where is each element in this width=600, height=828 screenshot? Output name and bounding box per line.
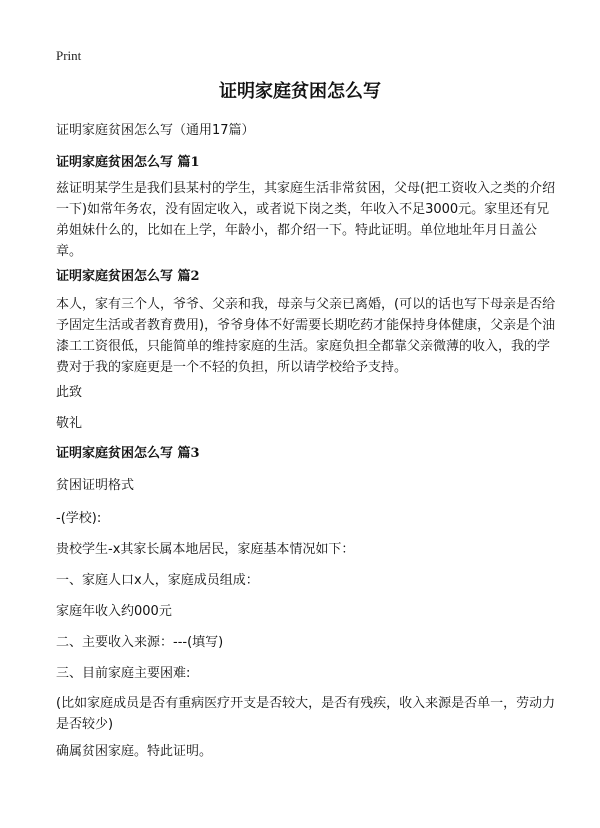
section1-heading: 证明家庭贫困怎么写 篇1 — [56, 155, 200, 170]
section3-line: 三、目前家庭主要困难: — [56, 666, 191, 681]
section3-line: 确属贫困家庭。特此证明。 — [56, 744, 213, 759]
section3-line: 贫困证明格式 — [56, 478, 135, 493]
section2-heading: 证明家庭贫困怎么写 篇2 — [56, 269, 200, 284]
section2-closing-jingli: 敬礼 — [56, 416, 83, 431]
print-link[interactable]: Print — [56, 48, 82, 63]
document-subtitle: 证明家庭贫困怎么写（通用17篇） — [56, 123, 255, 138]
section3-line: 家庭年收入约000元 — [56, 604, 172, 619]
section3-line: (比如家庭成员是否有重病医疗开支是否较大，是否有残疾，收入来源是否单一，劳动力是否较少) — [56, 696, 556, 732]
section1-body: 兹证明某学生是我们县某村的学生，其家庭生活非常贫困，父母(把工资收入之类的介绍一下)如常年务农，没有固定收入，或者说下岗之类，年收入不足3000元。家里还有兄弟姐妹什么的，比如在上学，年龄小，都介绍一下。特此证明。单位地址年月日盖公章。 — [56, 181, 556, 259]
section3-line: 一、家庭人口x人，家庭成员组成： — [56, 573, 259, 588]
page-title: 证明家庭贫困怎么写 — [219, 81, 381, 102]
section3-line: -(学校): — [56, 511, 102, 526]
section3-line: 二、主要收入来源：---(填写) — [56, 635, 224, 650]
section3-line: 贵校学生-x其家长属本地居民，家庭基本情况如下： — [56, 542, 355, 557]
section3-heading: 证明家庭贫困怎么写 篇3 — [56, 446, 200, 461]
section2-closing-cizhi: 此致 — [56, 385, 83, 400]
section2-body: 本人，家有三个人，爷爷、父亲和我，母亲与父亲已离婚，(可以的话也写下母亲是否给予固定生活或者教育费用)，爷爷身体不好需要长期吃药才能保持身体健康，父亲是个油漆工工资很低，只能简单的维持家庭的生活。家庭负担全都靠父亲微薄的收入，我的学费对于我的家庭更是一个不轻的负担，所以请学校给予支持。 — [56, 297, 556, 375]
